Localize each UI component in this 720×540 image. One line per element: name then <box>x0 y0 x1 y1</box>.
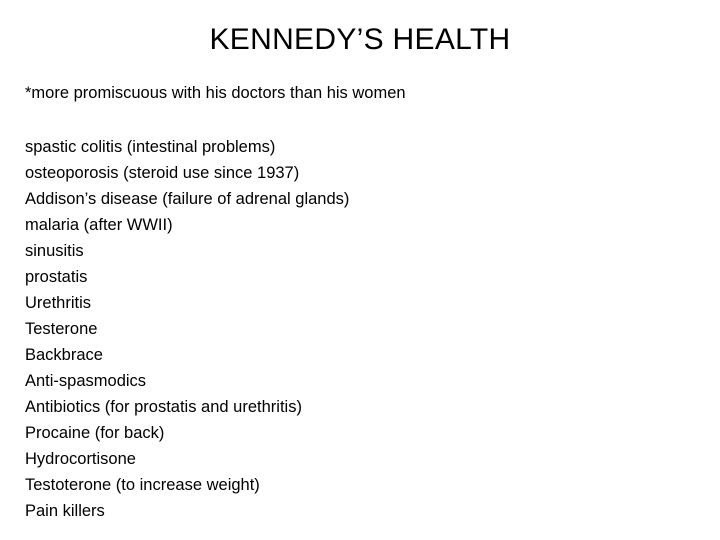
list-item: spastic colitis (intestinal problems) <box>25 138 276 156</box>
slide-note: *more promiscuous with his doctors than his women <box>25 84 406 102</box>
condition-list <box>25 134 349 524</box>
list-item: Procaine (for back) <box>25 424 165 442</box>
list-item: Backbrace <box>25 346 103 364</box>
list-item: Testerone <box>25 320 98 338</box>
list-item: Antibiotics (for prostatis and urethritis) <box>25 398 302 416</box>
list-item: Anti-spasmodics <box>25 372 147 390</box>
list-item: malaria (after WWII) <box>25 216 173 234</box>
list-item: prostatis <box>25 268 88 286</box>
list-item: osteoporosis (steroid use since 1937) <box>25 164 300 182</box>
list-item: Testoterone (to increase weight) <box>25 476 260 494</box>
list-item: Addison’s disease (failure of adrenal glands) <box>25 190 350 208</box>
list-item: sinusitis <box>25 242 84 260</box>
slide-title: KENNEDY’S HEALTH <box>209 23 511 56</box>
list-item: Pain killers <box>25 502 105 520</box>
list-item: Urethritis <box>25 294 92 312</box>
list-item: Hydrocortisone <box>25 450 136 468</box>
